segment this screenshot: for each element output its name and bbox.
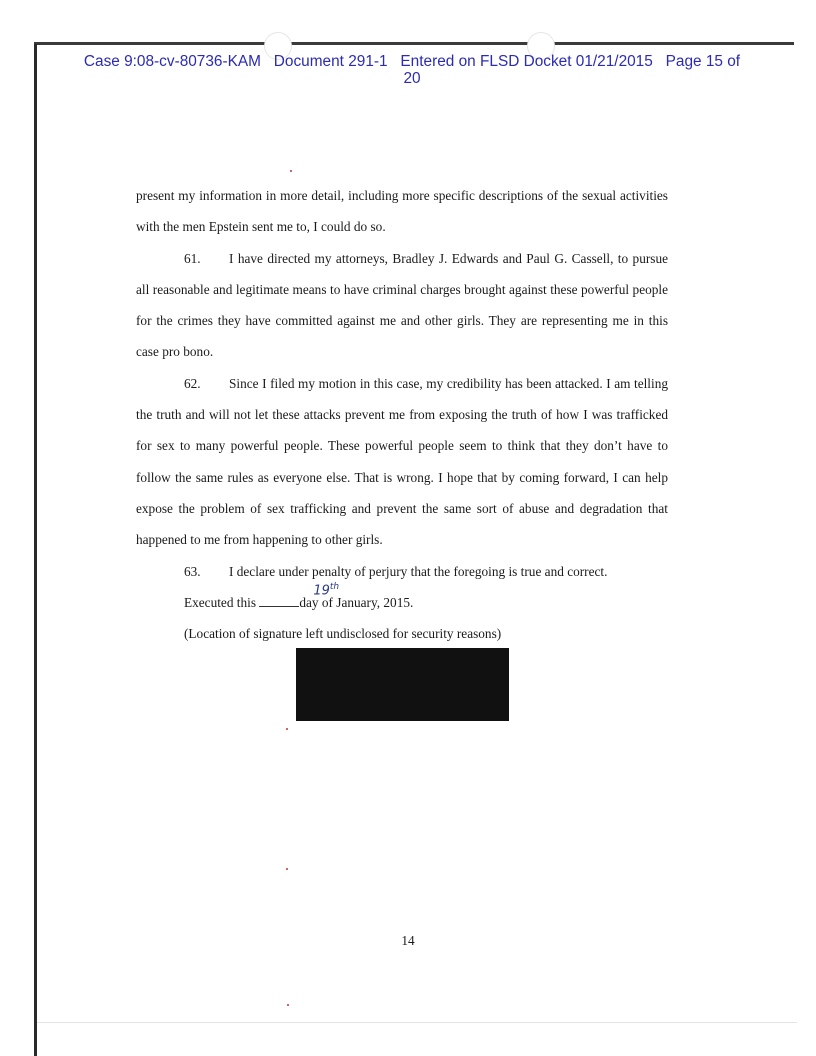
paragraph-text: I declare under penalty of perjury that the foregoing is true and correct. <box>229 563 608 579</box>
scan-border-left <box>34 44 37 1056</box>
executed-line <box>136 582 668 618</box>
date-blank <box>259 582 340 607</box>
paragraph-number: 62. <box>184 375 201 391</box>
handwritten-day: 19th <box>313 582 340 599</box>
page-number: 14 <box>401 933 415 948</box>
redacted-signature-block <box>296 648 509 721</box>
declaration-body <box>136 180 668 649</box>
scan-speck <box>286 868 288 870</box>
scan-border-bottom <box>37 1022 797 1023</box>
paragraph-number: 61. <box>184 250 201 266</box>
scan-speck <box>287 1004 289 1006</box>
scan-speck <box>290 170 292 172</box>
paragraph-63 <box>136 556 668 587</box>
paragraph-61 <box>136 243 668 368</box>
docket-header-line1: Case 9:08-cv-80736-KAM Document 291-1 Entered on FLSD Docket 01/21/2015 Page 15 of <box>83 53 741 70</box>
paragraph-number: 63. <box>184 563 201 579</box>
scan-speck <box>286 728 288 730</box>
scan-border-top <box>34 42 794 45</box>
paragraph-text: I have directed my attorneys, Bradley J. Edwards and Paul G. Cassell, to pursue all reasonable and legitimate means to have criminal charges brought against these powerful people for the crimes they have committed against me and other girls. They are representing me in this case pro bono. <box>136 250 668 360</box>
executed-suffix: day of January, 2015. <box>299 594 414 610</box>
paragraph-continuation: present my information in more detail, including more specific descriptions of the sexual activities with the men Epstein sent me to, I could do so. <box>136 188 668 235</box>
docket-header-line2: 20 <box>403 70 421 87</box>
docket-header <box>72 53 752 87</box>
paragraph-text: Since I filed my motion in this case, my credibility has been attacked. I am telling the truth and will not let these attacks prevent me from exposing the truth of how I was trafficked for sex to many powerful people. These powerful people seem to think that they don’t have to follow the same rules as everyone else. That is wrong. I hope that by coming forward, I can help expose the problem of sex trafficking and prevent the same sort of abuse and degradation that happened to me from happening to other girls. <box>136 375 668 548</box>
paragraph-62 <box>136 368 668 556</box>
executed-prefix: Executed this <box>184 594 257 610</box>
location-note: (Location of signature left undisclosed for security reasons) <box>184 626 502 642</box>
